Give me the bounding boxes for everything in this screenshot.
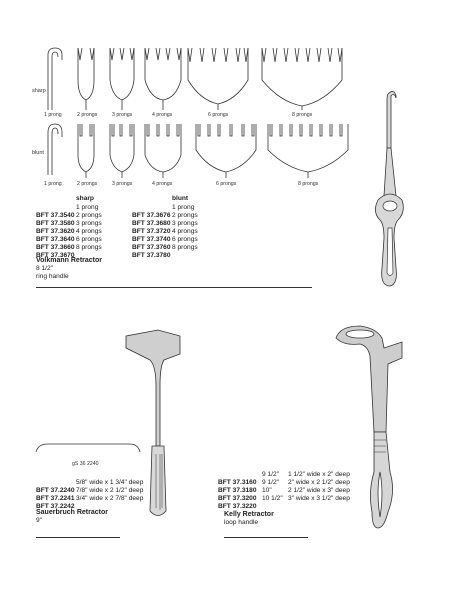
row-label-blunt: blunt <box>32 150 44 156</box>
item-desc: 4 prongs <box>172 228 198 235</box>
caption-blunt-3: 3 prongs <box>112 181 133 187</box>
divider <box>36 537 120 538</box>
item-desc: 2 prongs <box>172 212 198 219</box>
item-desc: 7/8" wide x 2 1/2" deep <box>76 487 144 494</box>
volkmann-section <box>36 195 336 295</box>
sauerbruch-section <box>36 479 196 529</box>
caption-sharp-2: 2 prongs <box>77 112 98 118</box>
caption-sharp-8: 8 prongs <box>292 112 313 118</box>
item-length: 10 1/2" <box>262 495 283 502</box>
catalog-code: BFT 37.3620 <box>36 228 75 235</box>
item-length: 10" <box>262 487 272 494</box>
item-desc: 3 prongs <box>76 220 102 227</box>
caption-blunt-8: 8 prongs <box>298 181 319 187</box>
catalog-code: BFT 37.2240 <box>36 487 75 494</box>
item-desc: 3" wide x 3 1/2" deep <box>288 495 350 502</box>
sauerbruch-blade-profile <box>34 438 144 458</box>
blunt-list <box>132 204 252 260</box>
catalog-code: BFT 37.3760 <box>132 244 171 251</box>
caption-sharp-4: 4 prongs <box>152 112 173 118</box>
item-desc: 8 prongs <box>172 244 198 251</box>
volkmann-handle: ring handle <box>36 273 69 280</box>
table-row <box>36 244 102 259</box>
item-desc: 1 1/2" wide x 2" deep <box>288 471 350 478</box>
item-desc: 5/8" wide x 1 3/4" deep <box>76 479 144 486</box>
kelly-section <box>218 471 438 531</box>
item-length: 9 1/2" <box>262 471 280 478</box>
caption-blunt-2: 2 prongs <box>77 181 98 187</box>
item-desc: 3 prongs <box>172 220 198 227</box>
item-desc: 6 prongs <box>76 236 102 243</box>
catalog-code: BFT 37.3180 <box>218 487 257 494</box>
catalog-code: BFT 37.3220 <box>218 503 257 510</box>
item-desc: 2" wide x 2 1/2" deep <box>288 479 350 486</box>
caption-sharp-6: 6 prongs <box>208 112 229 118</box>
catalog-code: BFT 37.2241 <box>36 495 75 502</box>
catalog-code: BFT 37.3580 <box>36 220 75 227</box>
catalog-code: BFT 37.3670 <box>36 252 75 259</box>
header-sharp: sharp <box>76 195 94 202</box>
item-desc: 2 prongs <box>76 212 102 219</box>
table-row <box>218 495 350 510</box>
caption-blunt-6: 6 prongs <box>216 181 237 187</box>
kelly-handle: loop handle <box>224 519 259 526</box>
catalog-code: BFT 37.3660 <box>36 244 75 251</box>
catalog-code: BFT 37.3676 <box>132 212 171 219</box>
caption-sharp-3: 3 prongs <box>112 112 133 118</box>
catalog-code: BFT 37.3680 <box>132 220 171 227</box>
catalog-code: BFT 37.3740 <box>132 236 171 243</box>
sauerbruch-size: 9" <box>36 517 43 524</box>
row-label-sharp: sharp <box>32 88 46 94</box>
item-desc: 6 prongs <box>172 236 198 243</box>
caption-blunt-1: 1 prong <box>44 181 62 187</box>
item-desc: 1 prong <box>76 204 99 211</box>
catalog-code: BFT 37.3200 <box>218 495 257 502</box>
item-desc: 4 prongs <box>76 228 102 235</box>
item-desc: 2 1/2" wide x 3" deep <box>288 487 350 494</box>
sauerbruch-title: Sauerbruch Retractor <box>36 509 108 516</box>
table-row <box>132 244 198 259</box>
item-desc: 8 prongs <box>76 244 102 251</box>
caption-sharp-1: 1 prong <box>44 112 62 118</box>
volkmann-retractor-illustration <box>360 88 420 298</box>
catalog-code: BFT 37.3540 <box>36 212 75 219</box>
kelly-title: Kelly Retractor <box>224 511 274 518</box>
catalog-code: BFT 37.3160 <box>218 479 257 486</box>
sauerbruch-blade-label: gS 36 2240 <box>72 461 99 467</box>
item-desc: 1 prong <box>172 204 195 211</box>
item-length: 9 1/2" <box>262 479 280 486</box>
divider <box>224 537 308 538</box>
header-blunt: blunt <box>172 195 189 202</box>
item-desc: 3/4" wide x 2 7/8" deep <box>76 495 144 502</box>
table-row <box>36 495 144 510</box>
catalog-code: BFT 37.3640 <box>36 236 75 243</box>
catalog-code: BFT 37.3720 <box>132 228 171 235</box>
volkmann-size: 8 1/2" <box>36 265 54 272</box>
catalog-code: BFT 37.3780 <box>132 252 171 259</box>
caption-blunt-4: 4 prongs <box>152 181 173 187</box>
catalog-code: BFT 37.2242 <box>36 503 75 510</box>
volkmann-title: Volkmann Retractor <box>36 257 102 264</box>
divider <box>36 287 312 288</box>
sharp-list <box>36 204 136 260</box>
